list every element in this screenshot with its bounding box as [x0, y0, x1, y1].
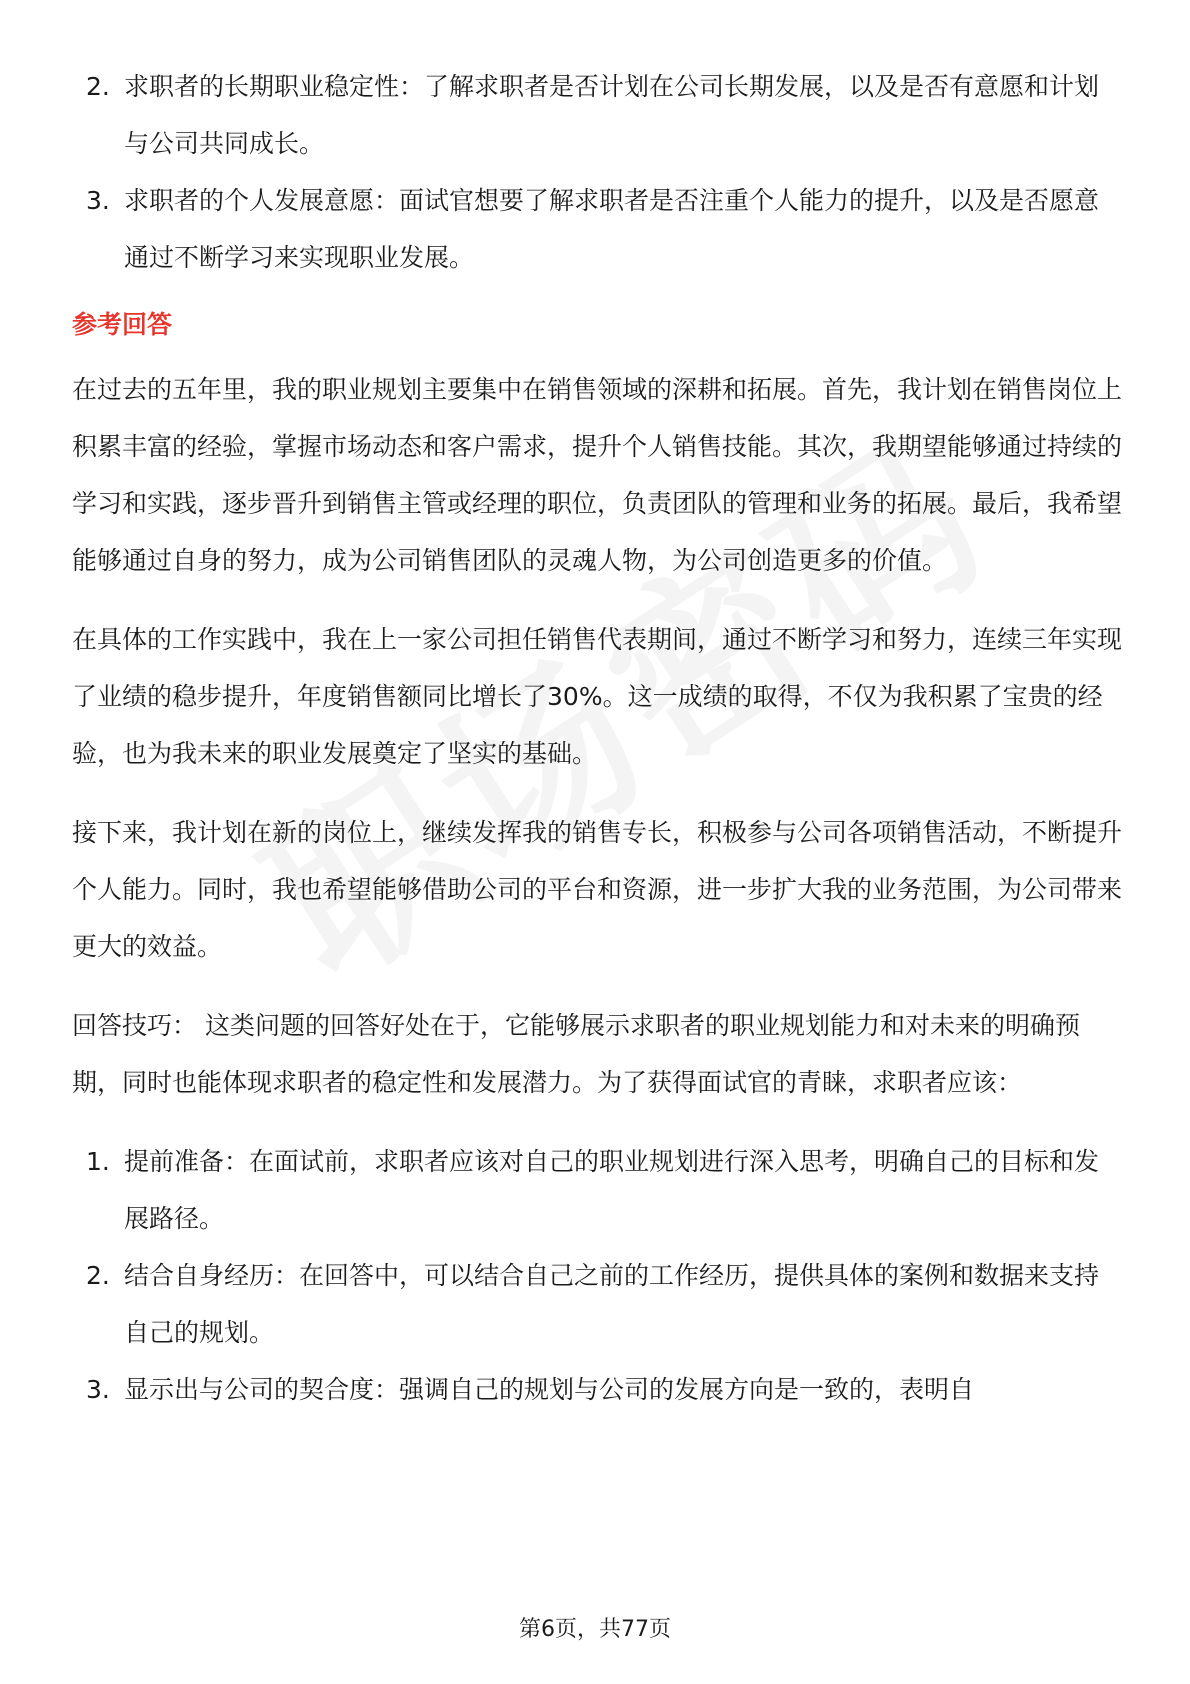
list-item	[72, 1247, 1122, 1361]
list-item-number: 1.	[86, 1147, 110, 1176]
list-item-number: 3.	[86, 1375, 110, 1404]
section-heading: 参考回答	[72, 310, 173, 339]
list-item-number: 2.	[86, 1261, 110, 1290]
list-item-number: 2.	[86, 72, 110, 101]
list-item-text: 求职者的个人发展意愿：面试官想要了解求职者是否注重个人能力的提升，以及是否愿意通过不断学习来实现职业发展。	[124, 186, 1100, 272]
page-content	[72, 58, 1122, 1418]
list-item-number: 3.	[86, 186, 110, 215]
paragraph: 在具体的工作实践中，我在上一家公司担任销售代表期间，通过不断学习和努力，连续三年实现了业绩的稳步提升，年度销售额同比增长了30%。这一成绩的取得，不仅为我积累了宝贵的经验，也为我未来的职业发展奠定了坚实的基础。	[72, 625, 1123, 768]
page-footer: 第6页，共77页	[519, 1617, 671, 1642]
list-item	[72, 172, 1122, 286]
list-item	[72, 1133, 1122, 1247]
list-item-text: 求职者的长期职业稳定性：了解求职者是否计划在公司长期发展，以及是否有意愿和计划与公司共同成长。	[124, 72, 1100, 158]
tips-list	[72, 1133, 1122, 1418]
list-item	[72, 58, 1122, 172]
list-item-text: 结合自身经历：在回答中，可以结合自己之前的工作经历，提供具体的案例和数据来支持自己的规划。	[124, 1261, 1100, 1347]
paragraph: 在过去的五年里，我的职业规划主要集中在销售领域的深耕和拓展。首先，我计划在销售岗位上积累丰富的经验，掌握市场动态和客户需求，提升个人销售技能。其次，我期望能够通过持续的学习和实践，逐步晋升到销售主管或经理的职位，负责团队的管理和业务的拓展。最后，我希望能够通过自身的努力，成为公司销售团队的灵魂人物，为公司创造更多的价值。	[72, 375, 1123, 575]
criteria-list	[72, 58, 1122, 286]
list-item	[72, 1361, 1122, 1418]
list-item-text: 显示出与公司的契合度：强调自己的规划与公司的发展方向是一致的，表明自	[124, 1375, 975, 1404]
list-item-text: 提前准备：在面试前，求职者应该对自己的职业规划进行深入思考，明确自己的目标和发展路径。	[124, 1147, 1100, 1233]
paragraph: 回答技巧： 这类问题的回答好处在于，它能够展示求职者的职业规划能力和对未来的明确预期，同时也能体现求职者的稳定性和发展潜力。为了获得面试官的青睐，求职者应该：	[72, 1011, 1080, 1097]
paragraph: 接下来，我计划在新的岗位上，继续发挥我的销售专长，积极参与公司各项销售活动，不断提升个人能力。同时，我也希望能够借助公司的平台和资源，进一步扩大我的业务范围，为公司带来更大的效益。	[72, 818, 1123, 961]
